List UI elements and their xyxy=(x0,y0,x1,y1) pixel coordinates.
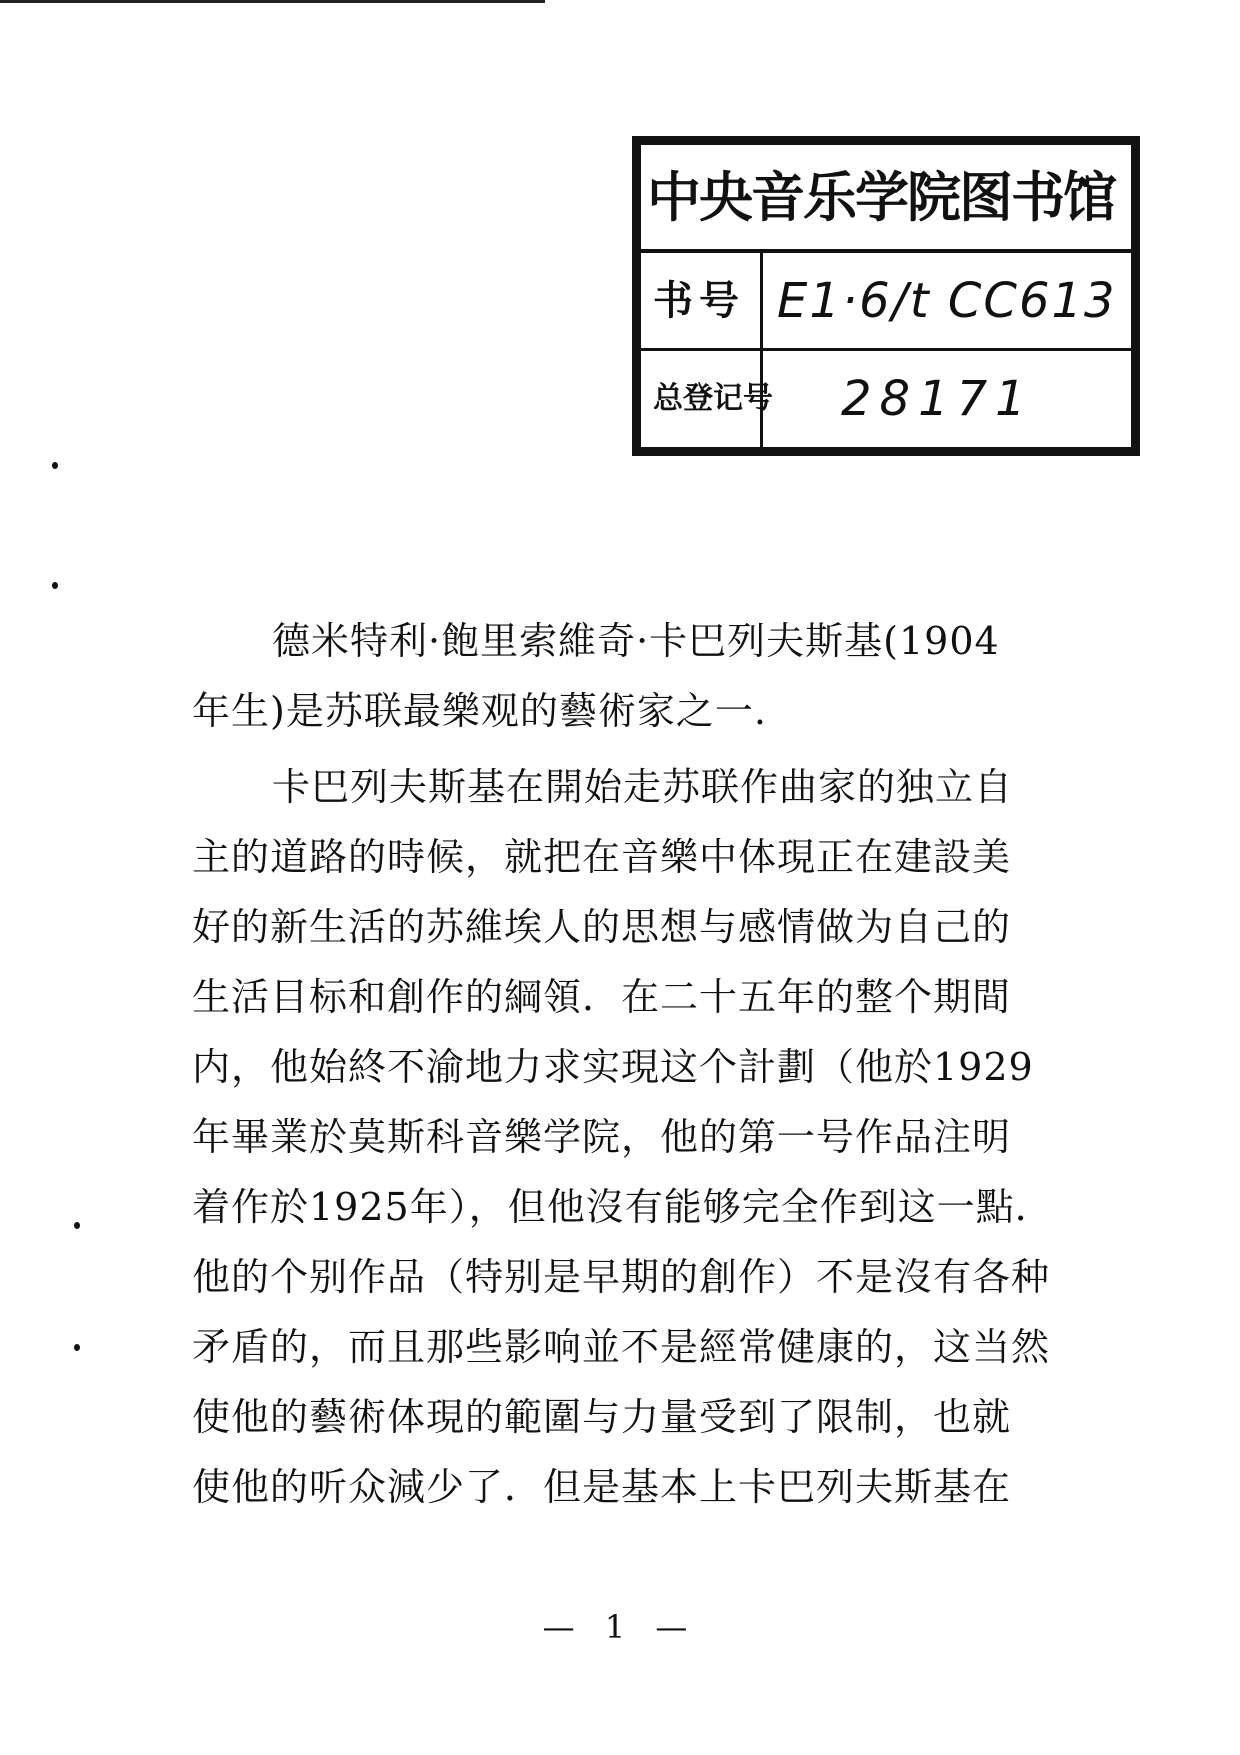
stamp-accession-row xyxy=(641,351,1131,448)
text-line: 生活目标和創作的綱領．在二十五年的整个期間 xyxy=(192,975,1012,1019)
text-line: 矛盾的，而且那些影响並不是經常健康的，这当然 xyxy=(192,1325,1051,1369)
paragraph-1 xyxy=(192,606,1072,746)
stamp-call-number-row xyxy=(641,253,1131,351)
scan-speck xyxy=(74,1344,80,1351)
text-line: 年生)是苏联最樂观的藝術家之一. xyxy=(192,689,767,733)
text-line: 年畢業於莫斯科音樂学院，他的第一号作品注明 xyxy=(192,1115,1012,1159)
scan-speck xyxy=(52,462,58,469)
body-text xyxy=(192,606,1072,1522)
text-line: 着作於1925年），但他沒有能够完全作到这一點． xyxy=(192,1185,1054,1229)
text-line: 他的个别作品（特别是早期的創作）不是沒有各种 xyxy=(192,1255,1051,1299)
text-line: 好的新生活的苏維埃人的思想与感情做为自己的 xyxy=(192,905,1012,949)
library-stamp xyxy=(632,136,1140,456)
paragraph-2 xyxy=(192,752,1072,1522)
text-line: 使他的藝術体現的範圍与力量受到了限制，也就 xyxy=(192,1395,1012,1439)
stamp-call-number-label: 书号 xyxy=(641,253,763,348)
scan-speck xyxy=(52,582,58,589)
text-line: 内，他始終不渝地力求实現这个計劃（他於1929 xyxy=(192,1045,1034,1089)
text-line: 德米特利·飽里索維奇·卡巴列夫斯基(1904 xyxy=(272,619,1000,663)
stamp-title: 中央音乐学院图书馆 xyxy=(641,145,1131,253)
scan-speck xyxy=(74,1222,80,1229)
top-border-line xyxy=(0,0,545,3)
stamp-accession-label: 总登记号 xyxy=(641,351,763,448)
text-line: 使他的听众減少了．但是基本上卡巴列夫斯基在 xyxy=(192,1465,1012,1509)
text-line: 主的道路的時候，就把在音樂中体現正在建設美 xyxy=(192,835,1012,879)
stamp-accession-number: 28171 xyxy=(841,371,1034,427)
stamp-call-number: E1·6/t CC613 xyxy=(777,273,1117,329)
text-line: 卡巴列夫斯基在開始走苏联作曲家的独立自 xyxy=(272,765,1014,809)
page-number: — 1 — xyxy=(542,1608,698,1646)
